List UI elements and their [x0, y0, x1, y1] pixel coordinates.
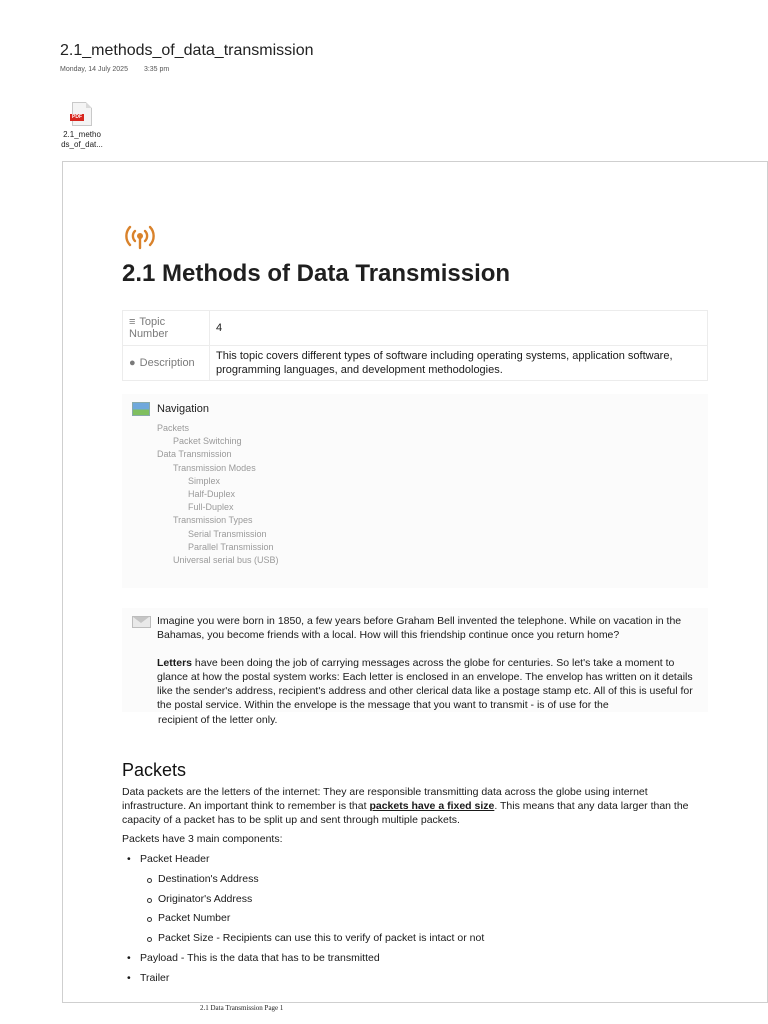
nav-link-transmission-modes[interactable]: Transmission Modes [173, 462, 256, 473]
attachment-name-line1: 2.1_metho [63, 130, 101, 139]
property-key-description [123, 346, 210, 381]
attachment-name [56, 130, 108, 150]
navigation-title: Navigation [157, 403, 209, 415]
list-icon: ≡ [129, 316, 136, 328]
pdf-badge: PDF [72, 114, 82, 120]
packets-paragraph-b: . This means that any data larger than the capacity of a packet has to be split up and sent through multiple packets. [122, 800, 689, 826]
speech-bubble-icon: ● [129, 357, 136, 369]
property-label-part1: Topic [139, 316, 166, 328]
property-key-topic-number [123, 311, 210, 346]
intro-paragraph-2-rest: have been doing the job of carrying messages across the globe for centuries. So let's take a moment to glance at how the postal system works: Each letter is enclosed in an envelope. The envelop has written on it details like the sender's address, recipient's address and other clerical data like a postage stamp etc. All of this is useful for the postal service. Within the envelope is the message that you want to transmit - is of use for the [157, 657, 693, 711]
list-item-originator-address: Originator's Address [122, 890, 484, 910]
property-label: Description [139, 357, 195, 369]
property-row-description [123, 346, 708, 381]
nav-link-transmission-types[interactable]: Transmission Types [173, 515, 253, 526]
nav-link-packets[interactable]: Packets [157, 423, 190, 433]
nav-link-usb[interactable]: Universal serial bus (USB) [173, 555, 279, 566]
packets-paragraph-a: Data packets are the letters of the internet: They are responsible transmitting data across the globe using internet infrastructure. An important think to remember is that [122, 786, 648, 812]
intro-paragraph-2 [157, 656, 702, 712]
nav-link-parallel-transmission[interactable]: Parallel Transmission [188, 541, 274, 552]
intro-paragraph-1: Imagine you were born in 1850, a few years before Graham Bell invented the telephone. While on vacation in the Bahamas, you become friends with a local. How will this friendship continue once you return home? [157, 615, 682, 641]
list-item-trailer: • Trailer [122, 969, 484, 989]
packets-heading: Packets [122, 760, 187, 780]
list-item-packet-number: Packet Number [122, 909, 484, 929]
property-row-topic-number [123, 311, 708, 346]
list-item-packet-size: Packet Size - Recipients can use this to verify of packet is intact or not [122, 929, 484, 949]
pdf-attachment[interactable] [56, 102, 108, 150]
document-title: 2.1 Methods of Data Transmission [122, 260, 511, 287]
list-item-payload: • Payload - This is the data that has to be transmitted [122, 949, 484, 969]
page-footer: 2.1 Data Transmission Page 1 [200, 1004, 284, 1012]
note-meta [60, 66, 183, 73]
intro-callout [122, 608, 708, 712]
intro-trailing-line: recipient of the letter only. [158, 714, 278, 726]
broadcast-icon [123, 224, 157, 250]
pdf-file-icon [72, 102, 92, 126]
note-date: Monday, 14 July 2025 [60, 66, 128, 73]
nav-link-serial-transmission[interactable]: Serial Transmission [188, 528, 267, 539]
nav-link-simplex[interactable]: Simplex [188, 475, 221, 486]
components-list [122, 850, 484, 989]
nav-link-full-duplex[interactable]: Full-Duplex [188, 502, 234, 513]
map-icon [132, 402, 150, 416]
navigation-callout [122, 394, 708, 588]
property-value-description: This topic covers different types of software including operating systems, application software, programming languages, and development methodologies. [210, 346, 708, 381]
nav-link-half-duplex[interactable]: Half-Duplex [188, 489, 236, 500]
list-item-packet-header: • Packet Header [122, 850, 484, 870]
property-value-topic-number: 4 [210, 311, 708, 346]
properties-table [122, 310, 708, 381]
letters-bold: Letters [157, 657, 193, 669]
property-label-part2: Number [129, 328, 169, 340]
components-intro: Packets have 3 main components: [122, 833, 283, 845]
nav-link-packet-switching[interactable]: Packet Switching [173, 436, 242, 447]
attachment-name-line2: ds_of_dat... [61, 140, 103, 149]
pdf-embed-page[interactable] [62, 161, 768, 1003]
nav-link-data-transmission[interactable]: Data Transmission [157, 449, 232, 460]
packets-paragraph [122, 785, 710, 827]
packets-fixed-size-emphasis: packets have a fixed size [369, 800, 495, 812]
navigation-list [157, 422, 279, 567]
note-title: 2.1_methods_of_data_transmission [60, 42, 314, 59]
envelope-icon [132, 616, 151, 628]
note-time: 3:35 pm [143, 66, 170, 73]
list-item-destination-address: Destination's Address [122, 870, 484, 890]
